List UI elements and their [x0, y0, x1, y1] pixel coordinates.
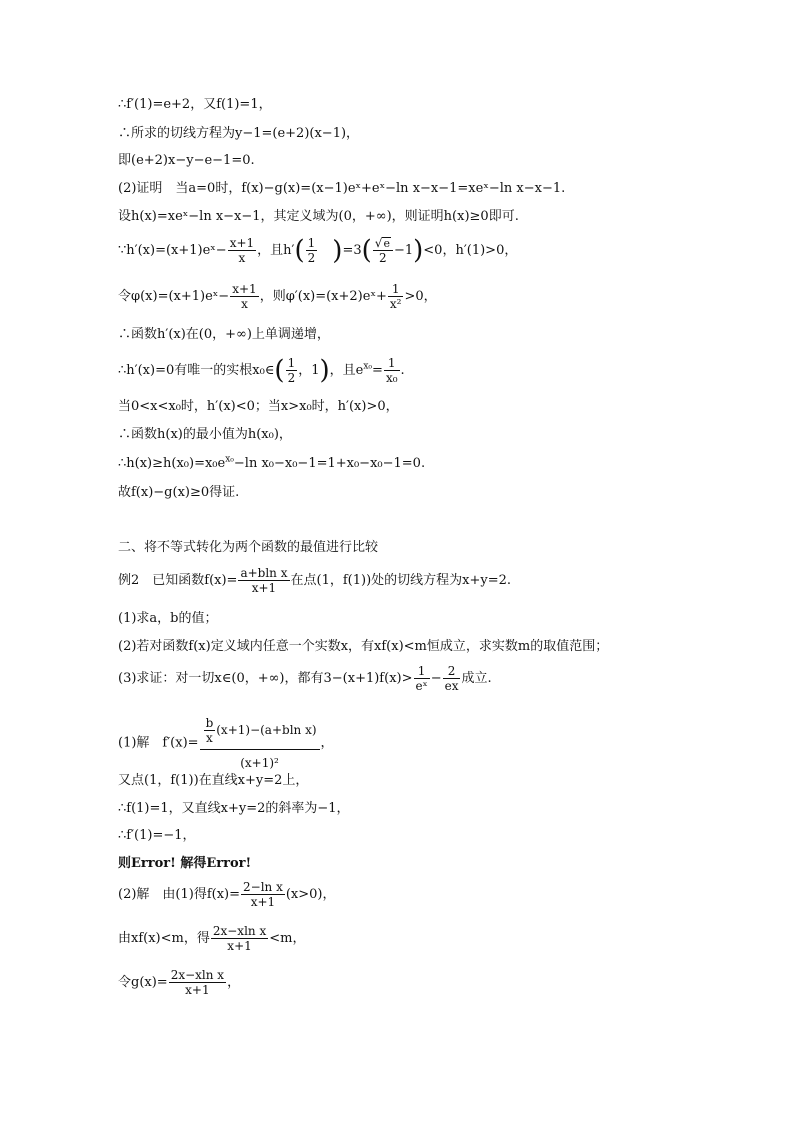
fraction-denominator: x: [228, 250, 256, 265]
line-text: ∴h(x)≥h(x₀)=x₀e: [118, 456, 226, 471]
fraction-denominator: x+1: [241, 894, 285, 909]
line-text: ，1: [298, 363, 320, 378]
solution-line-7: [118, 282, 437, 311]
line-text: <m，: [269, 931, 306, 946]
line-text: 故f(x)−g(x)≥0得证.: [118, 485, 240, 500]
fraction: [306, 236, 318, 265]
line-text: ∵h′(x)=(x+1)eˣ−: [118, 243, 227, 258]
solution-part-1-line-3: [118, 800, 350, 818]
solution-line-2: [118, 125, 359, 143]
line-text: ，且e: [329, 363, 364, 378]
left-paren: (: [361, 235, 372, 266]
solution-part-1-line-4: [118, 827, 196, 845]
solution-line-11: [118, 426, 292, 444]
line-text: 则Error! 解得Error!: [118, 856, 252, 871]
right-paren: ): [413, 235, 424, 266]
line-text: ，: [320, 735, 334, 751]
fraction-numerator: x+1: [232, 282, 257, 296]
fraction-numerator: 2: [447, 664, 456, 678]
line-text: 由xf(x)<m，得: [118, 931, 210, 946]
line-text: (1)求a，b的值；: [118, 611, 218, 626]
solution-line-12: [118, 455, 425, 473]
line-text: ∴h′(x)=0有唯一的实根x₀∈: [118, 363, 275, 378]
example-2-statement: [118, 566, 511, 595]
fraction-numerator: 1: [387, 356, 396, 370]
sqrt-radicand: e: [383, 237, 390, 250]
solution-line-1: [118, 96, 272, 114]
numerator-rest: (x+1)−(a+bln x): [216, 723, 317, 737]
superscript: x₀: [225, 454, 234, 465]
line-text: (3)求证：对一切x∈(0，+∞)，都有3−(x+1)f(x)>: [118, 671, 413, 686]
solution-line-9: [118, 356, 405, 385]
fraction-numerator: 1: [417, 664, 426, 678]
line-text: 成立.: [461, 671, 492, 686]
line-text: =3: [342, 243, 362, 258]
fraction-numerator: b: [205, 716, 214, 730]
solution-part-1-line-2: [118, 772, 308, 790]
question-2: [118, 638, 608, 656]
line-text: 令φ(x)=(x+1)eˣ−: [118, 289, 230, 304]
solution-line-5: [118, 208, 519, 226]
line-text: ∴f(1)=1，又直线x+y=2的斜率为−1，: [118, 801, 350, 816]
solution-part-2-line-2: [118, 924, 305, 953]
fraction: [414, 664, 430, 693]
fraction: [238, 566, 289, 595]
fraction-denominator: (x+1)²: [200, 749, 320, 770]
line-text: 令g(x)=: [118, 975, 168, 990]
fraction-numerator: a+bln x: [240, 566, 288, 580]
fraction-denominator: x+1: [169, 982, 226, 997]
left-paren: (: [294, 235, 305, 266]
heading-text: 二、将不等式转化为两个函数的最值进行比较: [118, 540, 379, 555]
fraction-denominator: x²: [389, 297, 402, 311]
line-text: ，则φ′(x)=(x+2)eˣ+: [259, 289, 387, 304]
solution-part-2-line-1: [118, 880, 336, 909]
line-text: ，且h′: [257, 243, 295, 258]
fraction-denominator: x: [230, 296, 258, 311]
line-text: ∴函数h′(x)在(0，+∞)上单调递增，: [118, 327, 330, 342]
solution-part-2-line-3: [118, 968, 240, 997]
fraction: [286, 356, 298, 385]
line-text: −1: [393, 243, 414, 258]
fraction-numerator: [200, 716, 320, 749]
fraction: [373, 236, 393, 265]
fraction: [228, 236, 256, 265]
solution-line-3: [118, 152, 255, 170]
line-text: 当0<x<x₀时，h′(x)<0；当x>x₀时，h′(x)>0，: [118, 399, 399, 414]
fraction-numerator: 1: [307, 236, 316, 250]
fraction: [169, 968, 226, 997]
fraction-denominator: 2: [307, 251, 316, 265]
fraction-denominator: x+1: [211, 938, 268, 953]
fraction-numerator: 1: [287, 356, 296, 370]
line-text: (2)解 由(1)得f(x)=: [118, 887, 241, 902]
line-text: −ln x₀−x₀−1=1+x₀−x₀−1=0.: [233, 456, 426, 471]
fraction-denominator: 2: [373, 250, 393, 265]
line-text: 即(e+2)x−y−e−1=0.: [118, 153, 255, 168]
fraction: [230, 282, 258, 311]
fraction-numerator: 2x−xln x: [170, 968, 225, 982]
line-text: (2)证明 当a=0时，f(x)−g(x)=(x−1)eˣ+eˣ−ln x−x−1=xeˣ−ln x−x−1.: [118, 181, 566, 196]
fraction-numerator: x+1: [229, 236, 255, 250]
fraction: [211, 924, 268, 953]
line-text: ∴所求的切线方程为y−1=(e+2)(x−1)，: [118, 126, 360, 141]
fraction-denominator: eˣ: [415, 679, 428, 693]
fraction: [384, 356, 400, 385]
solution-line-13: [118, 484, 239, 502]
fraction: [241, 880, 285, 909]
right-paren: ): [332, 235, 343, 266]
line-text: .: [400, 363, 405, 378]
solution-line-8: [118, 326, 330, 344]
fraction-denominator: x+1: [238, 580, 289, 595]
solution-line-6: [118, 236, 517, 265]
fraction-denominator: x₀: [385, 371, 398, 385]
fraction: [388, 282, 404, 311]
section-heading: [118, 539, 378, 557]
line-text: −: [430, 671, 442, 686]
line-text: 例2 已知函数f(x)=: [118, 573, 238, 588]
line-text: (x>0)，: [285, 887, 336, 902]
solution-line-4: [118, 180, 565, 198]
fraction: [443, 664, 461, 693]
fraction-numerator: 2−ln x: [243, 880, 283, 894]
fraction-denominator: ex: [444, 679, 459, 693]
line-text: 设h(x)=xeˣ−ln x−x−1，其定义域为(0，+∞)，则证明h(x)≥0即可.: [118, 209, 519, 224]
right-paren: ): [319, 355, 330, 386]
solution-line-10: [118, 398, 399, 416]
fraction: [200, 716, 320, 770]
question-3: [118, 664, 492, 693]
line-text: ∴f′(1)=e+2，又f(1)=1，: [118, 97, 272, 112]
superscript: x₀: [363, 361, 373, 372]
line-text: >0，: [404, 289, 437, 304]
fraction-numerator: 2x−xln x: [212, 924, 267, 938]
line-text: (2)若对函数f(x)定义域内任意一个实数x，有xf(x)<m恒成立，求实数m的取值范围；: [118, 639, 609, 654]
fraction-numerator: √e: [374, 236, 390, 250]
line-text: ，: [227, 975, 241, 990]
left-paren: (: [274, 355, 285, 386]
fraction-numerator: 1: [391, 282, 400, 296]
line-text: <0，h′(1)>0，: [423, 243, 518, 258]
fraction-denominator: 2: [287, 371, 296, 385]
fraction: [204, 716, 216, 745]
line-text: ∴函数h(x)的最小值为h(x₀)，: [118, 427, 292, 442]
solution-part-1-line-5: [118, 855, 251, 873]
line-text: 又点(1，f(1))在直线x+y=2上，: [118, 773, 309, 788]
question-1: [118, 610, 218, 628]
solution-part-1-derivative: [118, 716, 334, 770]
line-text: 在点(1，f(1))处的切线方程为x+y=2.: [290, 573, 512, 588]
line-text: ∴f′(1)=−1，: [118, 828, 196, 843]
fraction-denominator: x: [204, 730, 216, 745]
line-text: =: [372, 363, 383, 378]
line-text: (1)解 f′(x)=: [118, 735, 199, 751]
